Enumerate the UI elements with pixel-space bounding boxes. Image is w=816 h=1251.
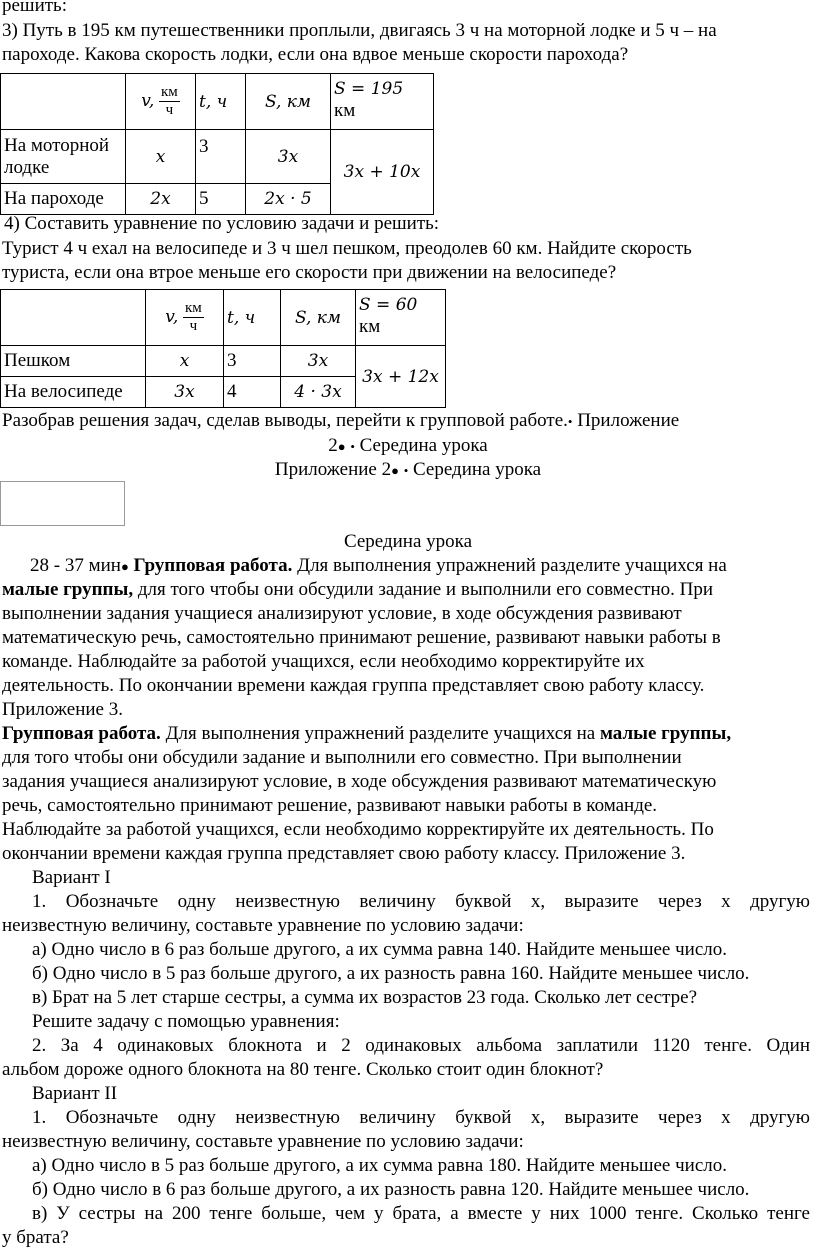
variant1-task2-line1: 2. За 4 одинаковых блокнота и 2 одинаковых альбома заплатили 1120 тенге. Один (32, 1035, 810, 1056)
variant1-solve: Решите задачу с помощью уравнения: (32, 1011, 340, 1032)
variant1-item-c: в) Брат на 5 лет старше сестры, а сумма их возрастов 23 года. Сколько лет сестре? (32, 987, 698, 1008)
row-distance: 3x (307, 351, 329, 371)
total-unit: км (334, 100, 356, 121)
row-time: 5 (196, 184, 246, 215)
speed-unit-fraction: $\frac{км}{ч}$ (184, 300, 202, 334)
task3-table (0, 73, 434, 215)
row-speed: x (155, 146, 166, 167)
variant1-task2-line2: альбом дороже одного блокнота на 80 тенге. Сколько стоит один блокнот? (2, 1059, 604, 1080)
task4-table (0, 289, 446, 408)
table-header-row (1, 290, 446, 346)
row-speed: x (179, 351, 190, 371)
bullet-icon: • (403, 463, 409, 478)
task4-line-2: Турист 4 ч ехал на велосипеде и 3 ч шел пешком, преодолев 60 км. Найдите скорость (2, 238, 692, 259)
total-unit: км (359, 316, 381, 337)
row-distance: 4 · 3x (294, 382, 342, 402)
bullet-icon: ● (120, 559, 129, 574)
s-header: S, км (264, 91, 312, 112)
t-header: t, ч (227, 307, 256, 328)
group2-line-3: задания учащиеся анализируют условие, в ходе обсуждения развивают математическую (2, 771, 717, 792)
row-speed: 2x (150, 189, 171, 209)
speed-unit-fraction: $\frac{км}{ч}$ (160, 84, 178, 118)
group1-line-4: математическую речь, самостоятельно принимают решение, развивают навыки работы в (2, 627, 721, 648)
appendix-2-line: 2● • Середина урока (328, 435, 488, 456)
group2-line-6: окончании времени каждая группа представляет свою работу классу. Приложение 3. (2, 843, 686, 864)
group1-line-2: малые группы, для того чтобы они обсудили задание и выполнили его совместно. При (2, 579, 714, 600)
empty-image-box (0, 481, 125, 526)
task3-line-2: пароходе. Какова скорость лодки, если она вдвое меньше скорости парохода? (2, 44, 629, 65)
variant1-item-b: б) Одно число в 5 раз больше другого, а их разность равна 160. Найдите меньшее число. (32, 963, 750, 984)
variant1-task1-line2: неизвестную величину, составьте уравнение по условию задачи: (2, 915, 524, 936)
table-row (1, 346, 446, 377)
group2-line-2: для того чтобы они обсудили задание и выполнили его совместно. При выполнении (2, 747, 682, 768)
distance-sum: 3x + 12x (362, 366, 439, 387)
group1-line-3: выполнении задания учащиеся анализируют условие, в ходе обсуждения развивают (2, 603, 682, 624)
t-header: t, ч (199, 91, 228, 112)
distance-sum: 3x + 10x (343, 162, 421, 182)
row-distance: 2x · 5 (264, 189, 312, 209)
variant1-title: Вариант I (32, 867, 111, 888)
row-label: Пешком (1, 346, 146, 377)
v-symbol: v, (141, 90, 155, 111)
group1-line-7: Приложение 3. (2, 699, 123, 720)
bullet-icon: ● (391, 463, 399, 478)
group1-line-1: 28 - 37 мин● Групповая работа. Для выполнения упражнений разделите учащихся на (30, 555, 727, 576)
group2-line-4: речь, самостоятельно принимают решение, развивают навыки работы в команде. (2, 795, 658, 816)
variant2-task1-line2: неизвестную величину, составьте уравнение по условию задачи: (2, 1131, 524, 1152)
variant2-item-b: б) Одно число в 6 раз больше другого, а их разность равна 120. Найдите меньшее число. (32, 1179, 750, 1200)
v-symbol: v, (165, 306, 179, 327)
variant2-title: Вариант II (32, 1083, 118, 1104)
bullet-icon: ● (337, 439, 346, 454)
group1-line-5: команде. Наблюдайте за работой учащихся, если необходимо корректируйте их (2, 651, 645, 672)
s-header: S, км (294, 307, 342, 328)
appendix-2-line: Приложение 2● • Середина урока (274, 459, 542, 480)
row-time: 4 (224, 377, 281, 408)
table-row (1, 130, 434, 184)
group2-line-5: Наблюдайте за работой учащихся, если необходимо корректируйте их деятельность. По (2, 819, 714, 840)
variant2-task1-line1: 1. Обозначьте одну неизвестную величину буквой х, выразите через х другую (32, 1107, 810, 1128)
total-distance: S = 195 (334, 79, 404, 99)
variant1-item-a: а) Одно число в 6 раз больше другого, а их сумма равна 140. Найдите меньшее число. (32, 939, 728, 960)
variant1-task1-line1: 1. Обозначьте одну неизвестную величину буквой х, выразите через х другую (32, 891, 810, 912)
conclusion-line: Разобрав решения задач, сделав выводы, перейти к групповой работе.• Приложение (2, 410, 680, 431)
variant2-item-c-line2: у брата? (2, 1227, 69, 1248)
task3-line-1: 3) Путь в 195 км путешественники проплыли, двигаясь 3 ч на моторной лодке и 5 ч – на (2, 20, 717, 41)
row-time: 3 (196, 130, 246, 184)
middle-title: Середина урока (343, 531, 473, 552)
row-label: На моторной лодке (1, 130, 126, 184)
variant2-item-a: а) Одно число в 5 раз больше другого, а их сумма равна 180. Найдите меньшее число. (32, 1155, 728, 1176)
bullet-icon: • (350, 439, 355, 454)
table-header-row (1, 74, 434, 130)
group1-line-6: деятельность. По окончании времени каждая группа представляет свою работу классу. (2, 675, 705, 696)
row-time: 3 (224, 346, 281, 377)
row-distance: 3x (277, 146, 299, 167)
intro-text: решить: (2, 0, 67, 16)
task4-line-3: туриста, если она втрое меньше его скорости при движении на велосипеде? (2, 262, 617, 283)
variant2-item-c-line1: в) У сестры на 200 тенге больше, чем у брата, а вместе у них 1000 тенге. Сколько тенге (32, 1203, 810, 1224)
row-label: На пароходе (1, 184, 126, 215)
total-distance: S = 60 (359, 295, 418, 315)
task4-line-1: 4) Составить уравнение по условию задачи и решить: (4, 213, 440, 234)
bullet-icon: • (567, 414, 573, 429)
row-speed: 3x (174, 382, 195, 402)
row-label: На велосипеде (1, 377, 146, 408)
group2-line-1: Групповая работа. Для выполнения упражнений разделите учащихся на малые группы, (2, 723, 732, 744)
